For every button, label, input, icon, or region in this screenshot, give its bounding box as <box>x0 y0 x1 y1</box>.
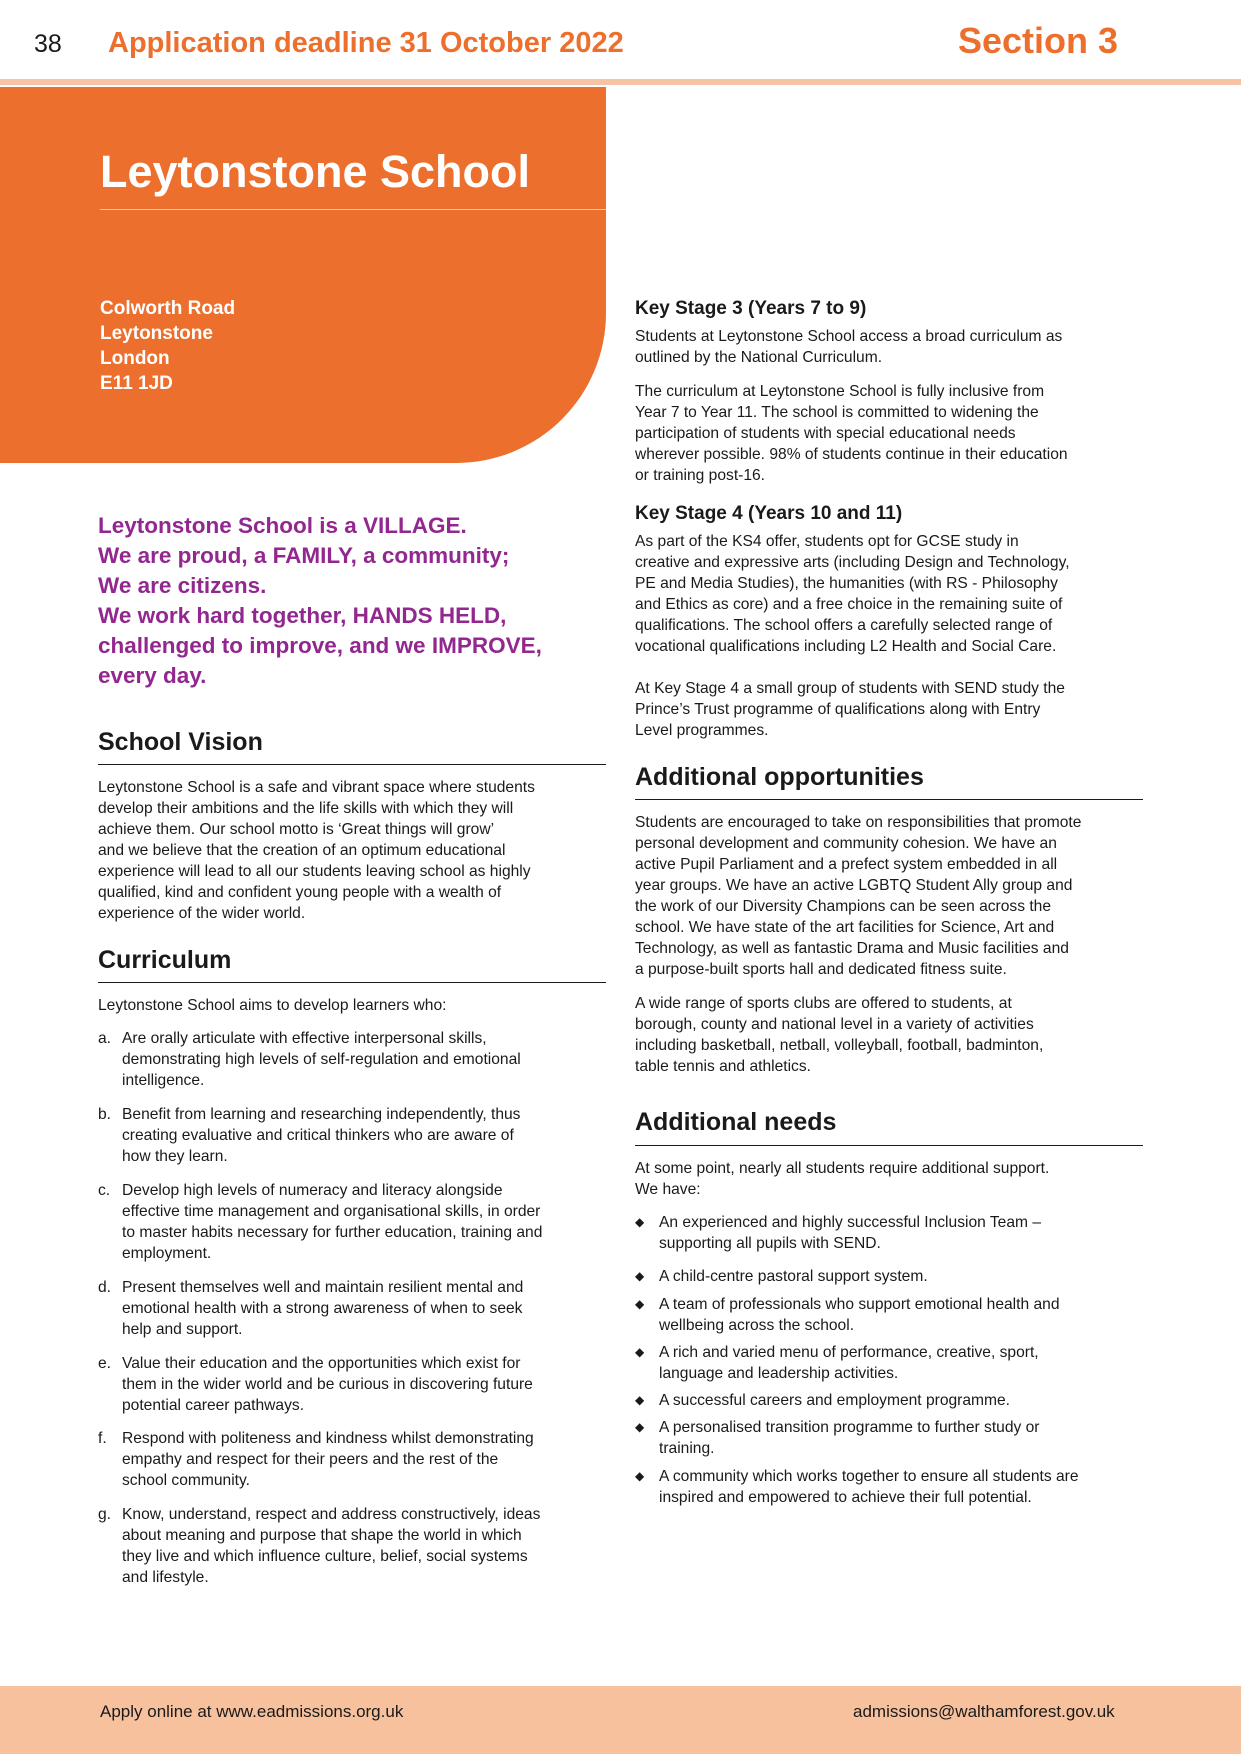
text-line: they live and which influence culture, belief, social systems <box>122 1548 528 1565</box>
text-line: training. <box>659 1440 715 1457</box>
bullet-icon: ◆ <box>635 1420 645 1434</box>
motto-line: We are proud, a FAMILY, a community; <box>98 543 510 568</box>
header-divider <box>0 79 1241 85</box>
text-line: A community which works together to ensure all students are <box>659 1468 1079 1485</box>
item-text <box>659 1466 1079 1508</box>
opportunities-paragraph <box>635 812 1081 980</box>
motto-line: challenged to improve, and we IMPROVE, <box>98 633 542 658</box>
text-line: empathy and respect for their peers and the rest of the <box>122 1451 499 1468</box>
section-label: Section 3 <box>958 20 1119 61</box>
text-line: A wide range of sports clubs are offered to students, at <box>635 995 1012 1012</box>
address-line: London <box>100 348 170 369</box>
needs-intro <box>635 1158 1049 1200</box>
text-line: effective time management and organisational skills, in order <box>122 1203 541 1220</box>
text-line: Students are encouraged to take on responsibilities that promote <box>635 814 1082 831</box>
needs-heading: Additional needs <box>635 1108 837 1136</box>
text-line: Students at Leytonstone School access a broad curriculum as <box>635 328 1063 345</box>
school-motto <box>98 511 618 691</box>
item-marker: d. <box>98 1279 112 1296</box>
text-line: achieve them. Our school motto is ‘Great things will grow’ <box>98 821 495 838</box>
ks4-heading: Key Stage 4 (Years 10 and 11) <box>635 503 903 524</box>
text-line: Develop high levels of numeracy and literacy alongside <box>122 1182 503 1199</box>
text-line: school community. <box>122 1472 250 1489</box>
ks3-paragraph <box>635 326 1062 368</box>
text-line: and Ethics as core) and a free choice in the remaining suite of <box>635 596 1063 613</box>
item-text <box>122 1353 533 1416</box>
text-line: employment. <box>122 1245 212 1262</box>
bullet-icon: ◆ <box>635 1469 645 1483</box>
text-line: and we believe that the creation of an optimum educational <box>98 842 506 859</box>
item-text <box>122 1277 523 1340</box>
item-text <box>659 1294 1060 1336</box>
text-line: A child-centre pastoral support system. <box>659 1268 928 1285</box>
bullet-icon: ◆ <box>635 1297 645 1311</box>
text-line: year groups. We have an active LGBTQ Student Ally group and <box>635 877 1073 894</box>
bullet-icon: ◆ <box>635 1215 645 1229</box>
item-text <box>122 1180 542 1264</box>
school-banner <box>0 87 606 463</box>
curriculum-divider <box>98 982 606 983</box>
text-line: Benefit from learning and researching independently, thus <box>122 1106 521 1123</box>
bullet-icon: ◆ <box>635 1393 645 1407</box>
needs-divider <box>635 1145 1143 1146</box>
text-line: Are orally articulate with effective interpersonal skills, <box>122 1030 487 1047</box>
text-line: language and leadership activities. <box>659 1365 899 1382</box>
curriculum-intro <box>98 995 446 1016</box>
text-line: personal development and community cohesion. We have an <box>635 835 1057 852</box>
text-line: creating evaluative and critical thinkers who are aware of <box>122 1127 514 1144</box>
opportunities-paragraph <box>635 993 1043 1077</box>
bullet-icon: ◆ <box>635 1269 645 1283</box>
text-line: A team of professionals who support emotional health and <box>659 1296 1060 1313</box>
text-line: Value their education and the opportunities which exist for <box>122 1355 521 1372</box>
item-text <box>659 1342 1039 1384</box>
text-line: potential career pathways. <box>122 1397 305 1414</box>
opportunities-divider <box>635 799 1143 800</box>
text-line: experience of the wider world. <box>98 905 306 922</box>
ks3-heading: Key Stage 3 (Years 7 to 9) <box>635 298 867 319</box>
apply-online-link[interactable]: Apply online at www.eadmissions.org.uk <box>100 1702 404 1721</box>
vision-paragraph <box>98 777 535 924</box>
text-line: table tennis and athletics. <box>635 1058 811 1075</box>
text-line: wherever possible. 98% of students continue in their education <box>635 446 1068 463</box>
text-line: Leytonstone School is a safe and vibrant space where students <box>98 779 535 796</box>
item-marker: a. <box>98 1030 112 1047</box>
ks3-paragraph <box>635 381 1068 486</box>
text-line: As part of the KS4 offer, students opt for GCSE study in <box>635 533 1019 550</box>
text-line: supporting all pupils with SEND. <box>659 1235 881 1252</box>
text-line: An experienced and highly successful Inclusion Team – <box>659 1214 1041 1231</box>
text-line: Present themselves well and maintain resilient mental and <box>122 1279 524 1296</box>
text-line: school. We have state of the art facilities for Science, Art and <box>635 919 1055 936</box>
text-line: Technology, as well as fantastic Drama and Music facilities and <box>635 940 1069 957</box>
item-marker: f. <box>98 1430 107 1447</box>
text-line: PE and Media Studies), the humanities (with RS - Philosophy <box>635 575 1058 592</box>
item-text <box>122 1428 534 1491</box>
text-line: creative and expressive arts (including Design and Technology, <box>635 554 1070 571</box>
address-line: E11 1JD <box>100 373 173 394</box>
text-line: demonstrating high levels of self-regulation and emotional <box>122 1051 521 1068</box>
opportunities-heading: Additional opportunities <box>635 763 924 791</box>
text-line: Respond with politeness and kindness whilst demonstrating <box>122 1430 534 1447</box>
address-line: Colworth Road <box>100 298 236 319</box>
text-line: outlined by the National Curriculum. <box>635 349 883 366</box>
ks4-paragraph <box>635 678 1065 741</box>
text-line: qualified, kind and confident young people with a wealth of <box>98 884 502 901</box>
vision-divider <box>98 764 606 765</box>
motto-line: Leytonstone School is a VILLAGE. <box>98 513 467 538</box>
text-line: or training post-16. <box>635 467 766 484</box>
text-line: active Pupil Parliament and a prefect system embedded in all <box>635 856 1058 873</box>
item-marker: b. <box>98 1106 112 1123</box>
text-line: develop their ambitions and the life skills with which they will <box>98 800 514 817</box>
page-title: Leytonstone School <box>100 146 531 197</box>
item-text <box>122 1104 520 1167</box>
text-line: about meaning and purpose that shape the world in which <box>122 1527 522 1544</box>
text-line: to master habits necessary for further education, training and <box>122 1224 543 1241</box>
ks4-paragraph <box>635 531 1070 657</box>
item-text <box>659 1390 1010 1411</box>
bullet-icon: ◆ <box>635 1345 645 1359</box>
text-line: Prince’s Trust programme of qualifications along with Entry <box>635 701 1041 718</box>
text-line: intelligence. <box>122 1072 205 1089</box>
item-text <box>659 1417 1040 1459</box>
text-line: and lifestyle. <box>122 1569 209 1586</box>
item-text <box>122 1504 540 1588</box>
text-line: including basketball, netball, volleyball, football, badminton, <box>635 1037 1044 1054</box>
text-line: a purpose-built sports hall and dedicated fitness suite. <box>635 961 1007 978</box>
curriculum-heading: Curriculum <box>98 946 232 974</box>
item-text <box>122 1028 521 1091</box>
text-line: At some point, nearly all students require additional support. <box>635 1160 1050 1177</box>
text-line: experience will lead to all our students leaving school as highly <box>98 863 531 880</box>
text-line: participation of students with special educational needs <box>635 425 1016 442</box>
text-line: The curriculum at Leytonstone School is fully inclusive from <box>635 383 1045 400</box>
text-line: A rich and varied menu of performance, creative, sport, <box>659 1344 1039 1361</box>
text-line: help and support. <box>122 1321 243 1338</box>
text-line: inspired and empowered to achieve their full potential. <box>659 1489 1032 1506</box>
page-number: 38 <box>34 30 62 58</box>
item-text <box>659 1212 1041 1254</box>
text-line: Level programmes. <box>635 722 769 739</box>
vision-heading: School Vision <box>98 728 263 756</box>
text-line: qualifications. The school offers a carefully selected range of <box>635 617 1053 634</box>
motto-line: We work hard together, HANDS HELD, <box>98 603 507 628</box>
application-deadline: Application deadline 31 October 2022 <box>108 27 624 59</box>
text-line: Year 7 to Year 11. The school is committed to widening the <box>635 404 1039 421</box>
text-line: A personalised transition programme to further study or <box>659 1419 1040 1436</box>
item-text <box>659 1266 928 1287</box>
motto-line: We are citizens. <box>98 573 267 598</box>
text-line: them in the wider world and be curious in discovering future <box>122 1376 533 1393</box>
text-line: Know, understand, respect and address constructively, ideas <box>122 1506 541 1523</box>
text-line: Leytonstone School aims to develop learners who: <box>98 997 447 1014</box>
address-line: Leytonstone <box>100 323 213 344</box>
text-line: the work of our Diversity Champions can be seen across the <box>635 898 1052 915</box>
item-marker: c. <box>98 1182 111 1199</box>
text-line: We have: <box>635 1181 701 1198</box>
admissions-email-link[interactable]: admissions@walthamforest.gov.uk <box>853 1702 1115 1721</box>
text-line: At Key Stage 4 a small group of students with SEND study the <box>635 680 1065 697</box>
text-line: wellbeing across the school. <box>659 1317 855 1334</box>
text-line: borough, county and national level in a variety of activities <box>635 1016 1034 1033</box>
motto-line: every day. <box>98 663 207 688</box>
item-marker: e. <box>98 1355 112 1372</box>
title-divider <box>100 209 606 210</box>
text-line: emotional health with a strong awareness of when to seek <box>122 1300 523 1317</box>
text-line: A successful careers and employment programme. <box>659 1392 1011 1409</box>
school-address <box>100 296 235 396</box>
item-marker: g. <box>98 1506 112 1523</box>
text-line: vocational qualifications including L2 Health and Social Care. <box>635 638 1057 655</box>
text-line: how they learn. <box>122 1148 228 1165</box>
